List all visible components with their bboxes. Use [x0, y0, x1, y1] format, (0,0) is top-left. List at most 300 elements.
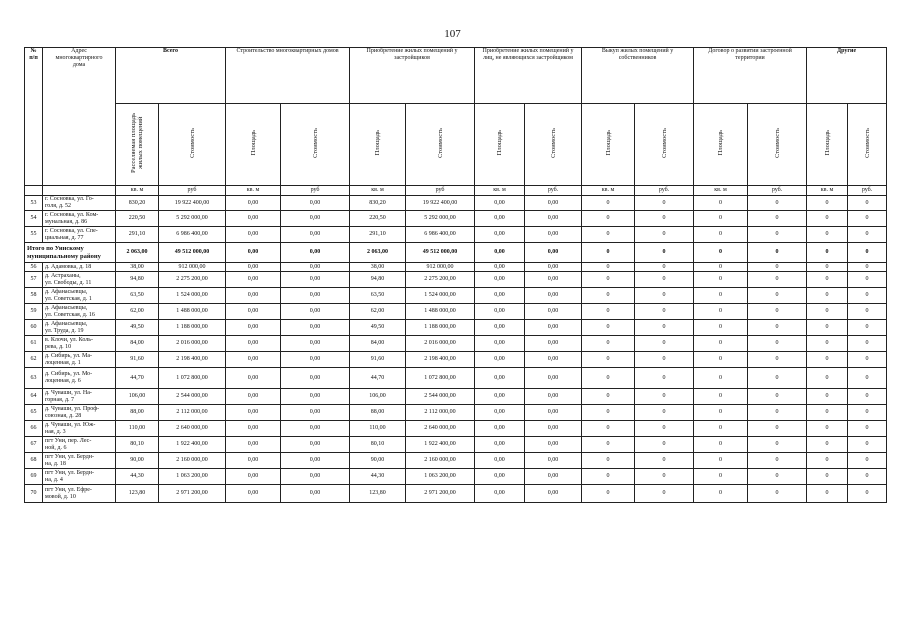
sub-cost [635, 104, 694, 186]
sub-cost [281, 104, 350, 186]
value-cell: 0 [694, 243, 748, 263]
unit-cell: кв. м [475, 186, 525, 196]
row-number: 56 [25, 263, 43, 272]
value-cell: 0,00 [525, 485, 582, 503]
value-cell: 44,30 [116, 469, 159, 485]
unit-cell: кв. м [582, 186, 635, 196]
table-row [25, 272, 887, 288]
value-cell: 0,00 [475, 437, 525, 453]
sub-area [582, 104, 635, 186]
units-row [25, 186, 887, 196]
row-number: 58 [25, 288, 43, 304]
value-cell: 0 [635, 421, 694, 437]
value-cell: 106,00 [350, 389, 406, 405]
table-row [25, 485, 887, 503]
value-cell: 2 640 000,00 [406, 421, 475, 437]
row-number: 61 [25, 336, 43, 352]
value-cell: 1 922 400,00 [406, 437, 475, 453]
unit-cell: кв. м [350, 186, 406, 196]
value-cell: 0,00 [226, 320, 281, 336]
value-cell: 0 [635, 336, 694, 352]
value-cell: 1 063 200,00 [406, 469, 475, 485]
value-cell: 0 [582, 211, 635, 227]
value-cell: 2 544 000,00 [406, 389, 475, 405]
value-cell: 2 971 200,00 [406, 485, 475, 503]
sub-cost [525, 104, 582, 186]
value-cell: 0,00 [525, 263, 582, 272]
value-cell: 1 072 800,00 [406, 368, 475, 389]
value-cell: 0,00 [226, 437, 281, 453]
value-cell: 63,50 [350, 288, 406, 304]
header-row-sub [25, 104, 887, 186]
unit-cell: руб [159, 186, 226, 196]
row-address: пгт Уни, пер. Лес- ной, д. 6 [43, 437, 116, 453]
value-cell: 0,00 [281, 469, 350, 485]
value-cell: 291,10 [116, 227, 159, 243]
value-cell: 291,10 [350, 227, 406, 243]
value-cell: 0,00 [525, 288, 582, 304]
value-cell: 0,00 [281, 437, 350, 453]
value-cell: 0,00 [281, 288, 350, 304]
value-cell: 0 [748, 368, 807, 389]
value-cell: 0,00 [226, 352, 281, 368]
value-cell: 0 [694, 453, 748, 469]
value-cell: 94,80 [116, 272, 159, 288]
value-cell: 0 [582, 453, 635, 469]
value-cell: 0 [848, 437, 887, 453]
sub-area [475, 104, 525, 186]
value-cell: 0 [807, 405, 848, 421]
value-cell: 0,00 [281, 196, 350, 211]
value-cell: 2 640 000,00 [159, 421, 226, 437]
unit-cell: руб. [848, 186, 887, 196]
value-cell: 0 [807, 389, 848, 405]
value-cell: 0 [694, 421, 748, 437]
value-cell: 0 [694, 196, 748, 211]
value-cell: 2 112 000,00 [159, 405, 226, 421]
value-cell: 80,10 [350, 437, 406, 453]
value-cell: 0 [582, 421, 635, 437]
value-cell: 0 [635, 227, 694, 243]
value-cell: 912 000,00 [159, 263, 226, 272]
unit-cell: кв. м [807, 186, 848, 196]
value-cell: 0,00 [475, 469, 525, 485]
value-cell: 0 [748, 469, 807, 485]
value-cell: 0,00 [281, 453, 350, 469]
value-cell: 220,50 [116, 211, 159, 227]
value-cell: 0,00 [475, 288, 525, 304]
header-group-label: Договор о развитии застроенной территории [708, 48, 792, 61]
value-cell: 0 [694, 272, 748, 288]
table-row [25, 227, 887, 243]
value-cell: 0 [748, 485, 807, 503]
value-cell: 0 [582, 469, 635, 485]
value-cell: 0 [635, 243, 694, 263]
value-cell: 0,00 [281, 243, 350, 263]
value-cell: 1 922 400,00 [159, 437, 226, 453]
value-cell: 0 [582, 304, 635, 320]
table-row [25, 196, 887, 211]
value-cell: 0,00 [226, 196, 281, 211]
value-cell: 19 922 400,00 [159, 196, 226, 211]
sub-area [694, 104, 748, 186]
sub-label: Стоимость [436, 128, 444, 158]
value-cell: 0 [807, 453, 848, 469]
value-cell: 0 [748, 336, 807, 352]
sub-label: Площадь [496, 130, 504, 156]
row-address: пгт Уни, ул. Бердн- на, д. 18 [43, 453, 116, 469]
header-row-groups [25, 48, 887, 104]
value-cell: 0,00 [226, 421, 281, 437]
table-row [25, 453, 887, 469]
sub-label: Стоимость [188, 128, 196, 158]
value-cell: 0 [807, 469, 848, 485]
value-cell: 0 [635, 368, 694, 389]
value-cell: 19 922 400,00 [406, 196, 475, 211]
value-cell: 0,00 [475, 421, 525, 437]
value-cell: 0 [807, 320, 848, 336]
value-cell: 1 488 000,00 [159, 304, 226, 320]
value-cell: 220,50 [350, 211, 406, 227]
value-cell: 0,00 [281, 304, 350, 320]
value-cell: 0 [694, 304, 748, 320]
value-cell: 5 292 000,00 [159, 211, 226, 227]
value-cell: 88,00 [350, 405, 406, 421]
value-cell: 0,00 [525, 196, 582, 211]
sub-label: Площадь [823, 130, 831, 156]
value-cell: 0 [748, 288, 807, 304]
value-cell: 0,00 [475, 272, 525, 288]
value-cell: 0,00 [281, 272, 350, 288]
value-cell: 0 [748, 437, 807, 453]
header-group-label: Другие [836, 48, 857, 54]
value-cell: 0,00 [475, 389, 525, 405]
value-cell: 0 [748, 405, 807, 421]
value-cell: 1 072 800,00 [159, 368, 226, 389]
unit-cell: руб. [525, 186, 582, 196]
value-cell: 2 160 000,00 [159, 453, 226, 469]
value-cell: 0,00 [475, 320, 525, 336]
table-row [25, 288, 887, 304]
header-address-text: Адрес многоквартирного дома [55, 48, 103, 68]
row-number: 66 [25, 421, 43, 437]
value-cell: 0 [694, 389, 748, 405]
value-cell: 0 [582, 437, 635, 453]
sub-label: Расселяемая площадь жилых помещений [130, 112, 144, 174]
value-cell: 0 [694, 227, 748, 243]
value-cell: 0,00 [226, 227, 281, 243]
row-number: 62 [25, 352, 43, 368]
value-cell: 0,00 [525, 453, 582, 469]
value-cell: 110,00 [116, 421, 159, 437]
sub-label: Площадь [604, 130, 612, 156]
value-cell: 0,00 [475, 211, 525, 227]
value-cell: 110,00 [350, 421, 406, 437]
value-cell: 0,00 [226, 453, 281, 469]
row-address: д. Сибирь, ул. Ма- лоценная, д. 1 [43, 352, 116, 368]
header-group-label: Выкуп жилых помещений у собственников [601, 48, 674, 61]
value-cell: 0 [807, 272, 848, 288]
row-number: 65 [25, 405, 43, 421]
value-cell: 0,00 [226, 288, 281, 304]
value-cell: 0 [635, 405, 694, 421]
value-cell: 0 [748, 421, 807, 437]
table-row [25, 421, 887, 437]
header-address [43, 48, 116, 186]
value-cell: 0 [848, 405, 887, 421]
unit-cell: руб [281, 186, 350, 196]
value-cell: 0,00 [475, 336, 525, 352]
row-number: 63 [25, 368, 43, 389]
value-cell: 123,80 [116, 485, 159, 503]
value-cell: 0 [694, 263, 748, 272]
row-address: д. Чуваши, ул. Юж- ная, д. 3 [43, 421, 116, 437]
value-cell: 0 [635, 272, 694, 288]
value-cell: 0 [748, 304, 807, 320]
value-cell: 0 [848, 485, 887, 503]
value-cell: 2 544 000,00 [159, 389, 226, 405]
value-cell: 0 [582, 389, 635, 405]
value-cell: 0 [635, 211, 694, 227]
row-number: 64 [25, 389, 43, 405]
unit-cell: руб [406, 186, 475, 196]
value-cell: 0,00 [226, 485, 281, 503]
value-cell: 0,00 [226, 389, 281, 405]
value-cell: 0,00 [281, 352, 350, 368]
value-cell: 0,00 [475, 263, 525, 272]
value-cell: 106,00 [116, 389, 159, 405]
table-row [25, 336, 887, 352]
value-cell: 0,00 [475, 368, 525, 389]
row-number: 55 [25, 227, 43, 243]
value-cell: 0 [807, 196, 848, 211]
row-address: д. Афанасьевцы, ул. Советская, д. 1 [43, 288, 116, 304]
value-cell: 0 [848, 304, 887, 320]
table-row [25, 437, 887, 453]
sub-area [350, 104, 406, 186]
value-cell: 0 [807, 485, 848, 503]
value-cell: 0 [694, 336, 748, 352]
header-no-text: № п/п [29, 48, 38, 61]
value-cell: 0 [694, 288, 748, 304]
header-group-development-contract [694, 48, 807, 104]
value-cell: 1 524 000,00 [159, 288, 226, 304]
value-cell: 0,00 [281, 389, 350, 405]
value-cell: 0 [848, 263, 887, 272]
value-cell: 0 [635, 389, 694, 405]
value-cell: 44,70 [116, 368, 159, 389]
value-cell: 0,00 [226, 304, 281, 320]
table-row [25, 304, 887, 320]
value-cell: 830,20 [116, 196, 159, 211]
value-cell: 0 [694, 352, 748, 368]
value-cell: 0 [635, 469, 694, 485]
value-cell: 6 986 400,00 [159, 227, 226, 243]
value-cell: 90,00 [350, 453, 406, 469]
row-address: д. Афанасьевцы, ул. Советская, д. 16 [43, 304, 116, 320]
row-address: г. Сосновка, ул. Го- голя, д. 52 [43, 196, 116, 211]
value-cell: 0,00 [525, 304, 582, 320]
header-group-total [116, 48, 226, 104]
value-cell: 0,00 [281, 336, 350, 352]
value-cell: 0,00 [475, 352, 525, 368]
value-cell: 0,00 [525, 227, 582, 243]
value-cell: 0 [694, 485, 748, 503]
table-row [25, 352, 887, 368]
table-row [25, 389, 887, 405]
value-cell: 0 [582, 227, 635, 243]
value-cell: 0 [635, 320, 694, 336]
value-cell: 0 [748, 263, 807, 272]
value-cell: 0,00 [281, 320, 350, 336]
value-cell: 91,60 [116, 352, 159, 368]
total-row [25, 243, 887, 263]
sub-label: Стоимость [863, 128, 871, 158]
row-address: д. Сибирь, ул. Мо- лоценная, д. 6 [43, 368, 116, 389]
value-cell: 0 [848, 336, 887, 352]
value-cell: 63,50 [116, 288, 159, 304]
header-group-label: Приобретение жилых помещений у лиц, не являющихся застройщиком [482, 48, 574, 61]
row-address: в. Клочи, ул. Коль- рева, д. 10 [43, 336, 116, 352]
value-cell: 0,00 [475, 405, 525, 421]
value-cell: 0,00 [525, 368, 582, 389]
value-cell: 830,20 [350, 196, 406, 211]
value-cell: 0,00 [525, 336, 582, 352]
value-cell: 44,70 [350, 368, 406, 389]
value-cell: 0,00 [226, 211, 281, 227]
value-cell: 0 [807, 263, 848, 272]
value-cell: 0 [807, 288, 848, 304]
value-cell: 0 [748, 352, 807, 368]
sub-cost [848, 104, 887, 186]
row-number: 53 [25, 196, 43, 211]
table-row [25, 469, 887, 485]
value-cell: 2 971 200,00 [159, 485, 226, 503]
units-empty-cell [43, 186, 116, 196]
value-cell: 0 [694, 211, 748, 227]
value-cell: 0 [848, 352, 887, 368]
row-address: пгт Уни, ул. Бердн- на, д. 4 [43, 469, 116, 485]
row-number: 60 [25, 320, 43, 336]
value-cell: 0 [582, 352, 635, 368]
sub-label: Площадь [717, 130, 725, 156]
value-cell: 0 [694, 320, 748, 336]
value-cell: 0 [748, 320, 807, 336]
row-number: 67 [25, 437, 43, 453]
value-cell: 0 [582, 288, 635, 304]
value-cell: 0 [635, 352, 694, 368]
value-cell: 2 198 400,00 [159, 352, 226, 368]
value-cell: 0,00 [525, 320, 582, 336]
sub-total-cost [159, 104, 226, 186]
value-cell: 0 [848, 469, 887, 485]
value-cell: 0,00 [226, 469, 281, 485]
value-cell: 0,00 [525, 272, 582, 288]
value-cell: 0 [694, 469, 748, 485]
value-cell: 0,00 [525, 405, 582, 421]
value-cell: 80,10 [116, 437, 159, 453]
row-address: д. Астраханы, ул. Свободы, д. 11 [43, 272, 116, 288]
header-group-label: Строительство многоквартирных домов [236, 48, 339, 54]
value-cell: 0 [635, 196, 694, 211]
value-cell: 0,00 [475, 196, 525, 211]
value-cell: 2 016 000,00 [159, 336, 226, 352]
header-group-developer [350, 48, 475, 104]
row-number: 54 [25, 211, 43, 227]
value-cell: 0,00 [226, 368, 281, 389]
table-row [25, 320, 887, 336]
value-cell: 0 [848, 288, 887, 304]
value-cell: 0,00 [226, 336, 281, 352]
sub-label: Стоимость [660, 128, 668, 158]
sub-label: Стоимость [773, 128, 781, 158]
value-cell: 0 [582, 263, 635, 272]
sub-cost [406, 104, 475, 186]
value-cell: 0 [582, 196, 635, 211]
value-cell: 0,00 [525, 352, 582, 368]
value-cell: 0,00 [281, 211, 350, 227]
value-cell: 0 [807, 304, 848, 320]
resettlement-table [24, 47, 887, 503]
row-address: г. Сосновка, ул. Ком- мунальная, д. 86 [43, 211, 116, 227]
value-cell: 0,00 [525, 421, 582, 437]
value-cell: 0 [635, 288, 694, 304]
value-cell: 0 [635, 263, 694, 272]
value-cell: 0,00 [525, 437, 582, 453]
value-cell: 0,00 [475, 243, 525, 263]
value-cell: 49 512 000,00 [159, 243, 226, 263]
value-cell: 0 [807, 368, 848, 389]
value-cell: 2 063,00 [116, 243, 159, 263]
value-cell: 0,00 [226, 405, 281, 421]
value-cell: 0,00 [281, 421, 350, 437]
value-cell: 0 [748, 389, 807, 405]
value-cell: 84,00 [116, 336, 159, 352]
value-cell: 38,00 [350, 263, 406, 272]
value-cell: 0,00 [475, 453, 525, 469]
unit-cell: руб. [748, 186, 807, 196]
header-group-label: Приобретение жилых помещений у застройщиков [366, 48, 458, 61]
value-cell: 0 [848, 211, 887, 227]
value-cell: 2 063,00 [350, 243, 406, 263]
row-number: 59 [25, 304, 43, 320]
row-address: д. Афанасьевцы, ул. Труда, д. 19 [43, 320, 116, 336]
value-cell: 0 [748, 243, 807, 263]
value-cell: 0 [635, 304, 694, 320]
header-group-label: Всего [163, 48, 178, 54]
unit-cell: руб. [635, 186, 694, 196]
value-cell: 62,00 [350, 304, 406, 320]
total-label: Итого по Уинскому муниципальному району [25, 243, 116, 263]
value-cell: 1 188 000,00 [159, 320, 226, 336]
value-cell: 38,00 [116, 263, 159, 272]
value-cell: 0 [848, 453, 887, 469]
value-cell: 0 [582, 368, 635, 389]
value-cell: 0,00 [281, 368, 350, 389]
value-cell: 0 [582, 405, 635, 421]
sub-area [226, 104, 281, 186]
row-address: пгт Уни, ул. Ефре- мовой, д. 10 [43, 485, 116, 503]
value-cell: 0 [582, 243, 635, 263]
value-cell: 0,00 [475, 485, 525, 503]
value-cell: 0 [694, 405, 748, 421]
header-group-other [807, 48, 887, 104]
value-cell: 0,00 [281, 263, 350, 272]
value-cell: 0 [807, 437, 848, 453]
value-cell: 2 275 200,00 [406, 272, 475, 288]
unit-cell: кв. м [694, 186, 748, 196]
value-cell: 0,00 [525, 389, 582, 405]
